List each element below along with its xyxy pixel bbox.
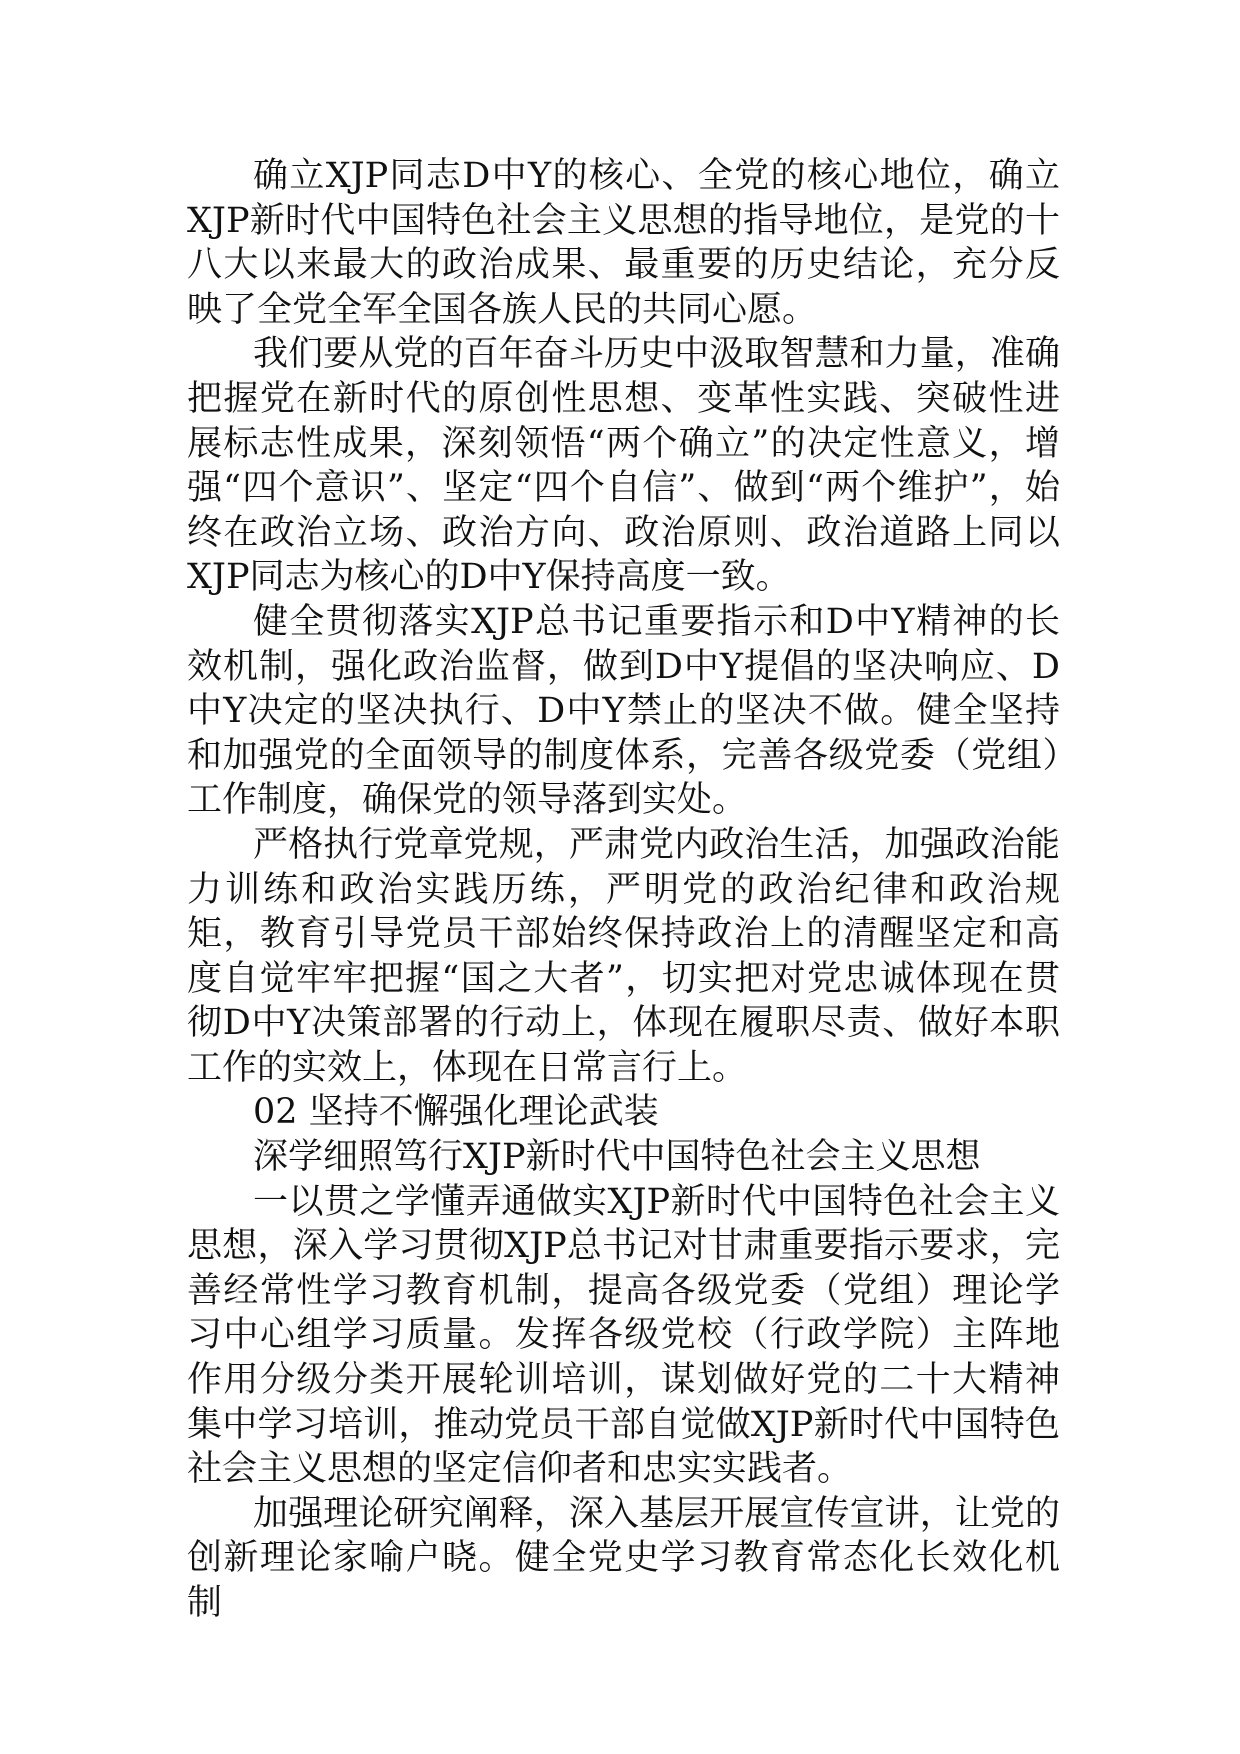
paragraph-history-wisdom: 我们要从党的百年奋斗历史中汲取智慧和力量，准确把握党在新时代的原创性思想、变革性实践、突破性进展标志性成果，深刻领悟“两个确立”的决定性意义，增强“四个意识”、坚定“四个自信”、做到“两个维护”，始终在政治立场、政治方向、政治原则、政治道路上同以XJP同志为核心的D中Y保持高度一致。: [187, 334, 1060, 598]
document-body: [187, 154, 1060, 1626]
paragraph-theory-research: 加强理论研究阐释，深入基层开展宣传宣讲，让党的创新理论家喻户晓。健全党史学习教育常态化长效化机制: [187, 1493, 1060, 1623]
paragraph-core-status: 确立XJP同志D中Y的核心、全党的核心地位，确立XJP新时代中国特色社会主义思想的指导地位，是党的十八大以来最大的政治成果、最重要的历史结论，充分反映了全党全军全国各族人民的共同心愿。: [187, 156, 1060, 330]
paragraph-party-rules: 严格执行党章党规，严肃党内政治生活，加强政治能力训练和政治实践历练，严明党的政治纪律和政治规矩，教育引导党员干部始终保持政治上的清醒坚定和高度自觉牢牢把握“国之大者”，切实把对党忠诚体现在贯彻D中Y决策部署的行动上，体现在履职尽责、做好本职工作的实效上，体现在日常言行上。: [187, 824, 1060, 1088]
section-subheading: 深学细照笃行XJP新时代中国特色社会主义思想: [253, 1137, 981, 1178]
paragraph-theory-study: 一以贯之学懂弄通做实XJP新时代中国特色社会主义思想，深入学习贯彻XJP总书记对甘肃重要指示要求，完善经常性学习教育机制，提高各级党委（党组）理论学习中心组学习质量。发挥各级党校（行政学院）主阵地作用分级分类开展轮训培训，谋划做好党的二十大精神集中学习培训，推动党员干部自觉做XJP新时代中国特色社会主义思想的坚定信仰者和忠实实践者。: [187, 1181, 1060, 1490]
section-heading: 02 坚持不懈强化理论武装: [253, 1092, 659, 1133]
paragraph-long-term-mechanism: 健全贯彻落实XJP总书记重要指示和D中Y精神的长效机制，强化政治监督，做到D中Y提倡的坚决响应、D中Y决定的坚决执行、D中Y禁止的坚决不做。健全坚持和加强党的全面领导的制度体系，完善各级党委（党组）工作制度，确保党的领导落到实处。: [187, 601, 1060, 821]
